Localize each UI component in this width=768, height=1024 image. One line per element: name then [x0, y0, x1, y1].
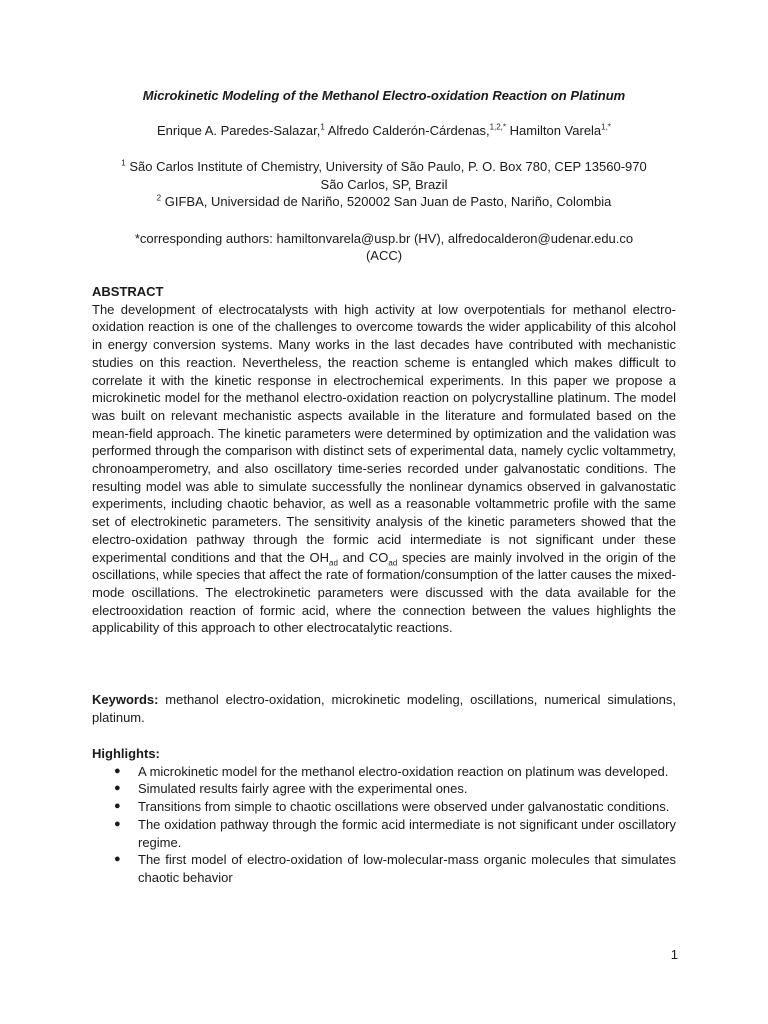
highlight-item: [92, 851, 676, 886]
keywords-text: methanol electro-oxidation, microkinetic modeling, oscillations, numerical simulations, platinum.: [92, 692, 676, 725]
keywords-label: Keywords:: [92, 692, 159, 707]
abstract-heading: ABSTRACT: [92, 284, 164, 299]
abstract-text: species are mainly involved in the origin of the oscillations, while species that affect the rate of formation/consumption of the latter causes the mixed-mode oscillations. The electrokinetic parameters were discussed with the data available for the electrooxidation reaction of formic acid, where the connection between the values highlights the applicability of this approach to other electrocatalytic reactions.: [92, 549, 676, 636]
species-subscript: ad: [388, 558, 398, 568]
bullet-icon: ●: [114, 764, 121, 777]
author-name: Hamilton Varela: [506, 123, 602, 138]
affiliations: [92, 158, 676, 211]
affiliation-text: GIFBA, Universidad de Nariño, 520002 San Juan de Pasto, Nariño, Colombia: [161, 194, 612, 209]
affiliation-2: [92, 193, 676, 211]
author-affiliation-mark: 1: [320, 122, 325, 132]
highlights-heading: Highlights:: [92, 746, 160, 761]
corresponding-authors: [92, 230, 676, 264]
bullet-icon: ●: [114, 782, 121, 795]
species-symbol: CO: [368, 549, 389, 565]
abstract-text: and: [337, 549, 369, 565]
bullet-icon: ●: [114, 853, 121, 866]
abstract-body: [92, 301, 676, 637]
highlight-text: Simulated results fairly agree with the experimental ones.: [138, 781, 468, 797]
species-subscript: ad: [329, 558, 338, 568]
affiliation-text: São Carlos Institute of Chemistry, University of São Paulo, P. O. Box 780, CEP 13560-970: [125, 159, 647, 174]
author-affiliation-mark: 1,2,*: [489, 122, 507, 132]
author-name: Enrique A. Paredes-Salazar,: [157, 123, 321, 138]
highlights-list: [92, 763, 676, 887]
page-number: 1: [670, 947, 678, 962]
highlight-item: [92, 798, 676, 816]
highlight-text: The oxidation pathway through the formic acid intermediate is not significant under oscillatory regime.: [138, 816, 676, 850]
author-affiliation-mark: 1,*: [601, 122, 611, 132]
corresponding-line: (ACC): [365, 248, 403, 263]
highlight-item: [92, 780, 676, 798]
highlight-item: [92, 763, 676, 781]
keywords-section: [92, 691, 676, 726]
paper-title: Microkinetic Modeling of the Methanol Electro-oxidation Reaction on Platinum: [142, 88, 626, 103]
highlight-item: [92, 816, 676, 851]
affiliation-mark: 2: [156, 193, 162, 203]
species-symbol: OH: [309, 549, 330, 565]
author-line: [92, 122, 676, 139]
author-name: Alfredo Calderón-Cárdenas,: [324, 123, 490, 138]
affiliation-mark: 1: [121, 158, 126, 168]
abstract-text: The development of electrocatalysts with high activity at low overpotentials for methanol electro-oxidation reaction is one of the challenges to overcome towards the wider applicability of this alcohol in energy conversion systems. Many works in the last decades have contributed with mechanistic studies on this reaction. Nevertheless, the reaction scheme is entangled which makes difficult to correlate it with the kinetic response in electrochemical experiments. In this paper we propose a microkinetic model for the methanol electro-oxidation reaction on polycrystalline platinum. The model was built on relevant mechanistic aspects available in the literature and formulated based on the mean-field approach. The kinetic parameters were determined by optimization and the validation was performed through the comparison with distinct sets of experimental data, namely cyclic voltammetry, chronoamperometry, and also oscillatory time-series recorded under galvanostatic conditions. The resulting model was able to simulate successfully the nonlinear dynamics observed in galvanostatic experiments, including chaotic behavior, as well as a reasonable voltammetric profile with the same set of electrokinetic parameters. The sensitivity analysis of the kinetic parameters showed that the electro-oxidation pathway through the formic acid intermediate is not significant under these experimental conditions and that the: [92, 301, 676, 565]
abstract-section: [92, 283, 676, 637]
highlight-text: The first model of electro-oxidation of low-molecular-mass organic molecules that simulates chaotic behavior: [138, 852, 676, 885]
corresponding-line: *corresponding authors: hamiltonvarela@usp.br (HV), alfredocalderon@udenar.edu.co: [134, 231, 634, 246]
highlight-text: A microkinetic model for the methanol electro-oxidation reaction on platinum was developed.: [138, 763, 669, 779]
bullet-icon: ●: [114, 817, 121, 830]
affiliation-1-city: São Carlos, SP, Brazil: [320, 176, 448, 192]
species-oh: [309, 549, 338, 568]
highlights-section: [92, 745, 676, 887]
affiliation-1: [92, 158, 676, 176]
species-co: [368, 549, 398, 568]
highlight-text: Transitions from simple to chaotic oscillations were observed under galvanostatic conditions.: [138, 799, 670, 815]
bullet-icon: ●: [114, 800, 121, 813]
